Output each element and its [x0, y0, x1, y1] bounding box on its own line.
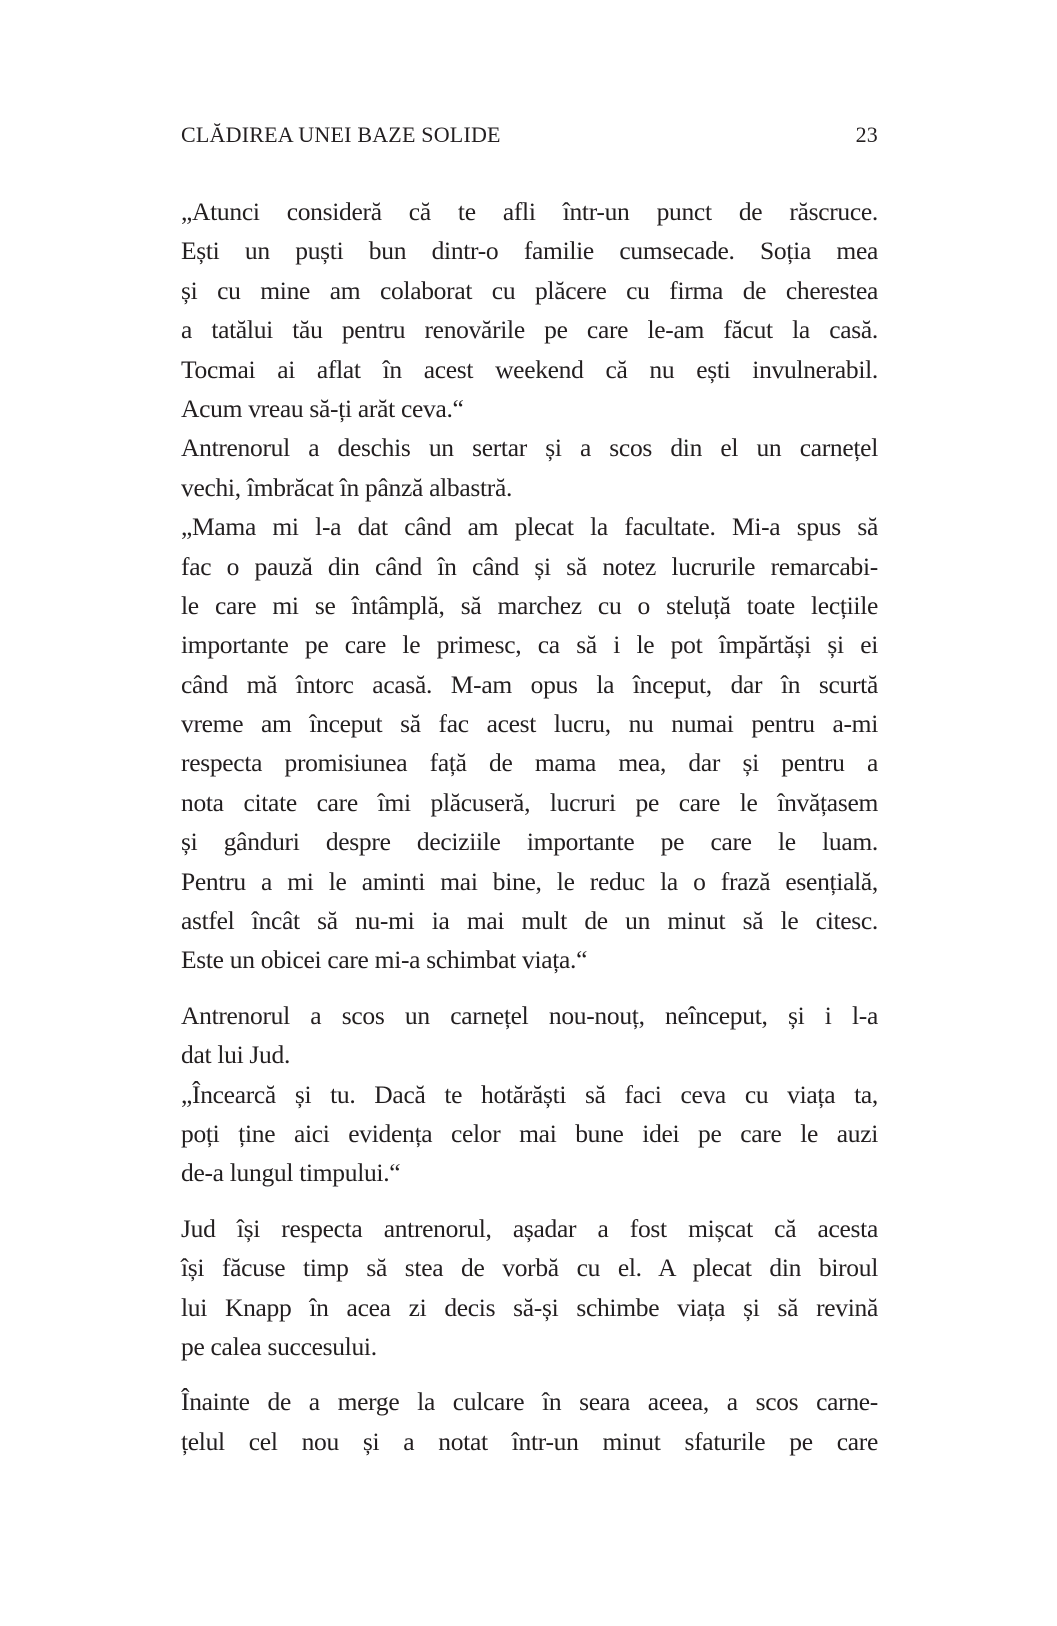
text-line: poți ține aici evidența celor mai bune idei pe care le auzi — [181, 1118, 878, 1148]
text-section — [181, 192, 878, 980]
running-header — [181, 120, 878, 150]
text-line: când mă întorc acasă. M-am opus la început, dar în scurtă — [181, 669, 878, 699]
text-line: își făcuse timp să stea de vorbă cu el. A plecat din biroul — [181, 1253, 878, 1283]
body-text — [181, 192, 878, 1461]
text-section — [181, 1209, 878, 1367]
text-line: Antrenorul a scos un carnețel nou-nouț, neînceput, și i l-a — [181, 1000, 878, 1030]
text-line: Jud își respecta antrenorul, așadar a fost mișcat că acesta — [181, 1213, 878, 1243]
text-line: și gânduri despre deciziile importante pe care le luam. — [181, 827, 878, 857]
text-line: fac o pauză din când în când și să notez lucrurile remarcabi- — [181, 551, 878, 581]
paragraph — [181, 1075, 878, 1193]
text-line: „Mama mi l-a dat când am plecat la facultate. Mi-a spus să — [181, 512, 878, 542]
text-line: vechi, îmbrăcat în pânză albastră. — [181, 472, 513, 502]
text-section — [181, 1382, 878, 1461]
paragraph — [181, 1209, 878, 1367]
text-line: nota citate care îmi plăcuseră, lucruri pe care le învățasem — [181, 787, 878, 817]
text-line: „Încearcă și tu. Dacă te hotărăști să faci ceva cu viața ta, — [181, 1079, 878, 1109]
text-line: importante pe care le primesc, ca să i le pot împărtăși și ei — [181, 630, 878, 660]
text-line: Înainte de a merge la culcare în seara aceea, a scos carne- — [181, 1387, 878, 1417]
paragraph — [181, 192, 878, 428]
text-line: dat lui Jud. — [181, 1040, 291, 1070]
text-section — [181, 996, 878, 1193]
paragraph — [181, 996, 878, 1075]
text-line: Ești un puști bun dintr-o familie cumsecade. Soția mea — [181, 236, 878, 266]
text-line: respecta promisiunea față de mama mea, dar și pentru a — [181, 748, 878, 778]
text-line: astfel încât să nu-mi ia mai mult de un minut să le citesc. — [181, 906, 878, 936]
running-title: CLĂDIREA UNEI BAZE SOLIDE — [181, 122, 501, 147]
page-number: 23 — [855, 122, 878, 147]
text-line: Pentru a mi le aminti mai bine, le reduc la o frază esențială, — [181, 866, 878, 896]
paragraph — [181, 507, 878, 980]
text-line: pe calea succesului. — [181, 1331, 377, 1361]
paragraph — [181, 428, 878, 507]
text-line: și cu mine am colaborat cu plăcere cu firma de cherestea — [181, 275, 878, 305]
text-line: a tatălui tău pentru renovările pe care le-am făcut la casă. — [181, 315, 878, 345]
paragraph — [181, 1382, 878, 1461]
text-line: Tocmai ai aflat în acest weekend că nu ești invulnerabil. — [181, 354, 878, 384]
text-line: Este un obicei care mi-a schimbat viața.“ — [181, 945, 588, 975]
text-line: lui Knapp în acea zi decis să-și schimbe viața și să revină — [181, 1292, 878, 1322]
text-line: Antrenorul a deschis un sertar și a scos din el un carnețel — [181, 433, 878, 463]
text-line: le care mi se întâmplă, să marchez cu o steluță toate lecțiile — [181, 590, 878, 620]
text-line: de-a lungul timpului.“ — [181, 1158, 401, 1188]
text-line: vreme am început să fac acest lucru, nu numai pentru a-mi — [181, 709, 878, 739]
text-line: „Atunci consideră că te afli într-un punct de răscruce. — [181, 197, 878, 226]
text-line: Acum vreau să-ți arăt ceva.“ — [181, 393, 464, 423]
text-line: țelul cel nou și a notat într-un minut sfaturile pe care — [181, 1426, 878, 1456]
